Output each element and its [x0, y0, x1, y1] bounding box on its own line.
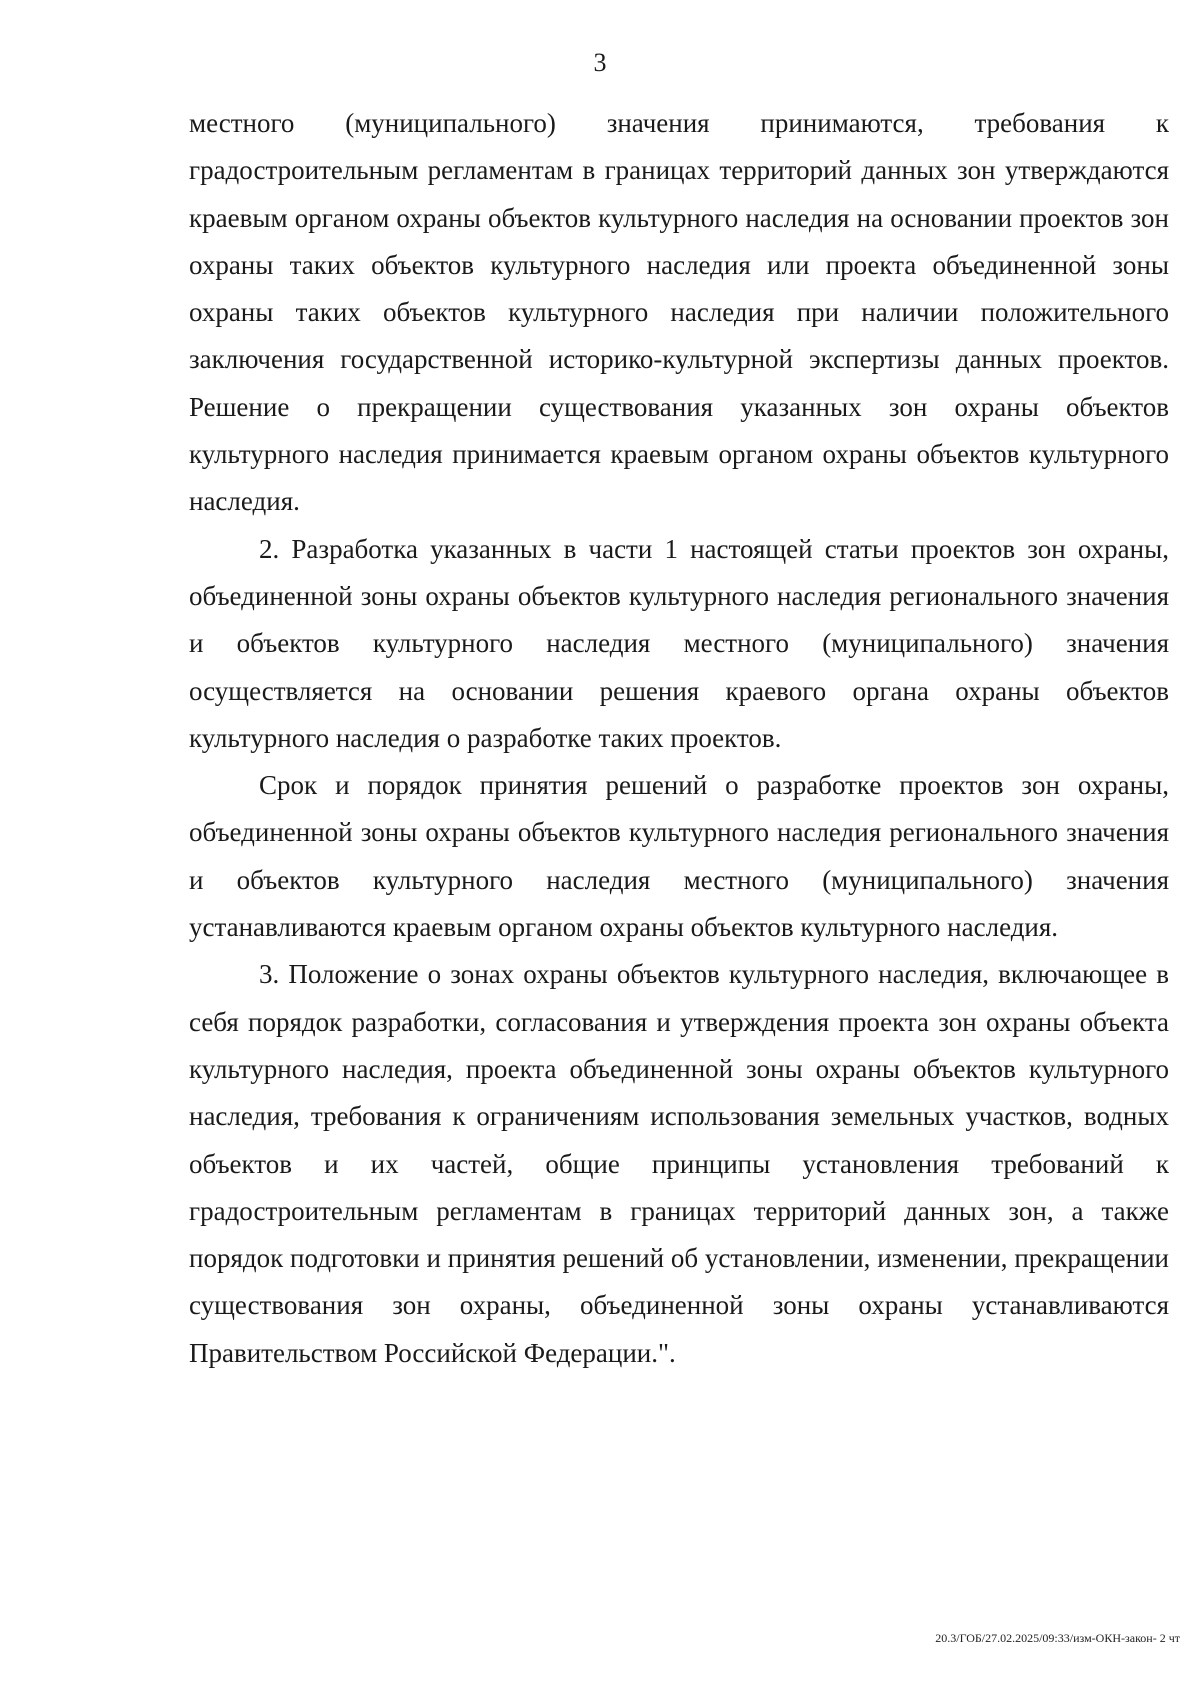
page-number: 3 — [593, 48, 607, 77]
paragraph-item-2: 2. Разработка указанных в части 1 настоящей статьи проектов зон охраны, объединенной зоны охраны объектов культурного наследия регионального значения и объектов культурного наследия местного (муниципального) значения осуществляется на основании решения краевого органа охраны объектов культурного наследия о разработке таких проектов. — [189, 533, 1169, 753]
paragraph-item-3: 3. Положение о зонах охраны объектов культурного наследия, включающее в себя порядок разработки, согласования и утверждения проекта зон охраны объекта культурного наследия, проекта объединенной зоны охраны объектов культурного наследия, требования к ограничениям использования земельных участков, водных объектов и их частей, общие принципы установления требований к градостроительным регламентам в границах территорий данных зон, а также порядок подготовки и принятия решений об установлении, изменении, прекращении существования зон охраны, объединенной зоны охраны устанавливаются Правительством Российской Федерации.". — [189, 959, 1169, 1368]
paragraph-continuation: местного (муниципального) значения принимаются, требования к градостроительным регламентам в границах территорий данных зон утверждаются краевым органом охраны объектов культурного наследия на основании проектов зон охраны таких объектов культурного наследия или проекта объединенной зоны охраны таких объектов культурного наследия при наличии положительного заключения государственной историко-культурной экспертизы данных проектов. Решение о прекращении существования указанных зон охраны объектов культурного наследия принимается краевым органом охраны объектов культурного наследия. — [189, 108, 1169, 517]
document-body — [189, 100, 1169, 1377]
paragraph-deadline-procedure: Срок и порядок принятия решений о разработке проектов зон охраны, объединенной зоны охраны объектов культурного наследия регионального значения и объектов культурного наследия местного (муниципального) значения устанавливаются краевым органом охраны объектов культурного наследия. — [189, 770, 1169, 943]
footer-document-code: 20.3/ГОБ/27.02.2025/09:33/изм-ОКН-закон- 2 чт — [935, 1631, 1180, 1645]
